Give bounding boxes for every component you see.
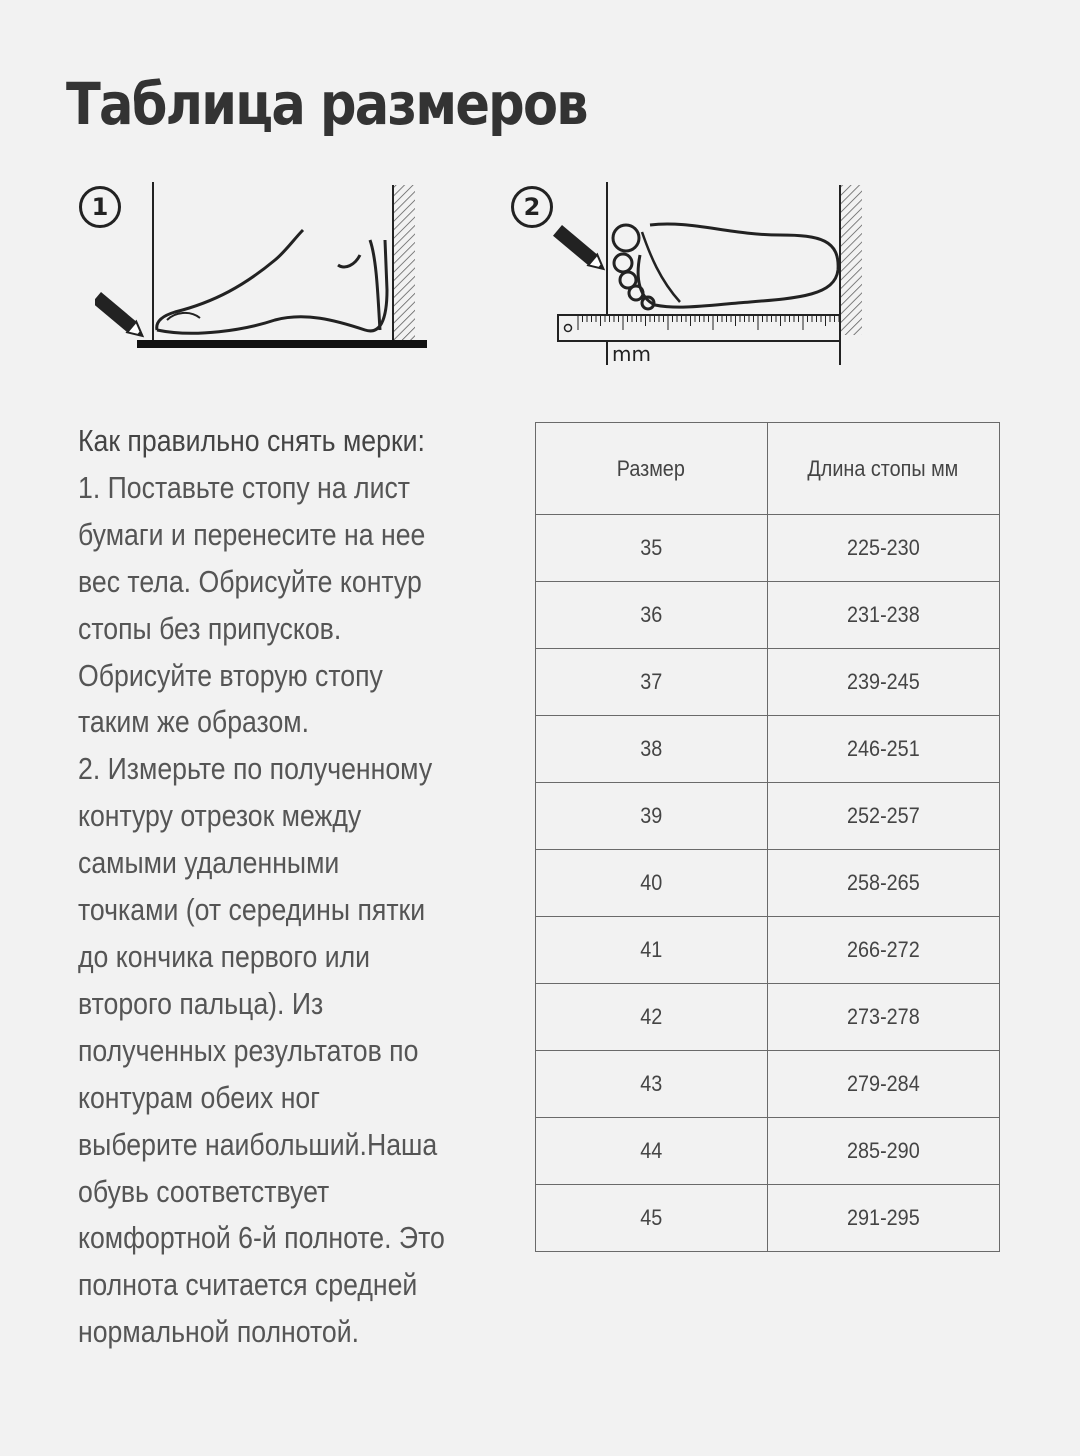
table-row <box>536 1118 1000 1185</box>
size-cell: 45 <box>536 1185 768 1252</box>
instruction-line: полнота считается средней <box>78 1267 418 1303</box>
instruction-line: комфортной 6-й полноте. Это <box>78 1220 445 1256</box>
foot-length-cell: 285-290 <box>767 1118 999 1185</box>
table-row <box>536 515 1000 582</box>
instruction-line: контуру отрезок между <box>78 798 362 834</box>
table-row <box>536 783 1000 850</box>
table-row <box>536 1185 1000 1252</box>
instruction-line: стопы без припусков. <box>78 610 342 646</box>
instruction-line: точками (от середины пятки <box>78 892 426 928</box>
table-header-row <box>536 423 1000 515</box>
instruction-line: таким же образом. <box>78 704 310 740</box>
foot-sole-ruler-illustration <box>550 180 870 370</box>
instruction-line: бумаги и перенесите на нее <box>78 516 426 552</box>
foot-side-view-illustration <box>95 180 435 355</box>
instruction-line: выберите наибольший.Наша <box>78 1126 438 1162</box>
foot-length-cell: 266-272 <box>767 917 999 984</box>
size-table <box>535 422 1000 1252</box>
table-row <box>536 649 1000 716</box>
header-foot-length: Длина стопы мм <box>767 423 999 515</box>
table-row <box>536 850 1000 917</box>
foot-length-cell: 225-230 <box>767 515 999 582</box>
ruler-unit-label: mm <box>612 342 651 366</box>
size-cell: 35 <box>536 515 768 582</box>
size-cell: 43 <box>536 1051 768 1118</box>
foot-length-cell: 252-257 <box>767 783 999 850</box>
instruction-line: Обрисуйте вторую стопу <box>78 657 383 693</box>
instructions-heading: Как правильно снять мерки: <box>78 423 425 458</box>
foot-length-cell: 258-265 <box>767 850 999 917</box>
table-row <box>536 716 1000 783</box>
size-cell: 37 <box>536 649 768 716</box>
instruction-line: второго пальца). Из <box>78 985 324 1021</box>
foot-length-cell: 279-284 <box>767 1051 999 1118</box>
foot-length-cell: 273-278 <box>767 984 999 1051</box>
foot-length-cell: 239-245 <box>767 649 999 716</box>
size-cell: 36 <box>536 582 768 649</box>
instruction-line: контурам обеих ног <box>78 1079 320 1115</box>
page-title: Таблица размеров <box>66 70 587 138</box>
table-row <box>536 582 1000 649</box>
measurement-instructions <box>78 418 508 1356</box>
foot-length-cell: 291-295 <box>767 1185 999 1252</box>
table-row <box>536 984 1000 1051</box>
instruction-line: полученных результатов по <box>78 1032 419 1068</box>
foot-length-cell: 246-251 <box>767 716 999 783</box>
instruction-line: самыми удаленными <box>78 845 340 881</box>
step-1-badge: 1 <box>79 186 121 228</box>
instruction-line: вес тела. Обрисуйте контур <box>78 563 422 599</box>
foot-length-cell: 231-238 <box>767 582 999 649</box>
instruction-line: 2. Измерьте по полученному <box>78 751 433 787</box>
step-2-badge: 2 <box>511 186 553 228</box>
size-cell: 38 <box>536 716 768 783</box>
header-size: Размер <box>536 423 768 515</box>
size-cell: 39 <box>536 783 768 850</box>
instruction-line: 1. Поставьте стопу на лист <box>78 469 411 505</box>
size-cell: 40 <box>536 850 768 917</box>
size-cell: 41 <box>536 917 768 984</box>
size-cell: 42 <box>536 984 768 1051</box>
table-row <box>536 917 1000 984</box>
table-row <box>536 1051 1000 1118</box>
instruction-line: нормальной полнотой. <box>78 1314 360 1350</box>
instruction-line: до кончика первого или <box>78 938 371 974</box>
instruction-line: обувь соответствует <box>78 1173 330 1209</box>
size-cell: 44 <box>536 1118 768 1185</box>
